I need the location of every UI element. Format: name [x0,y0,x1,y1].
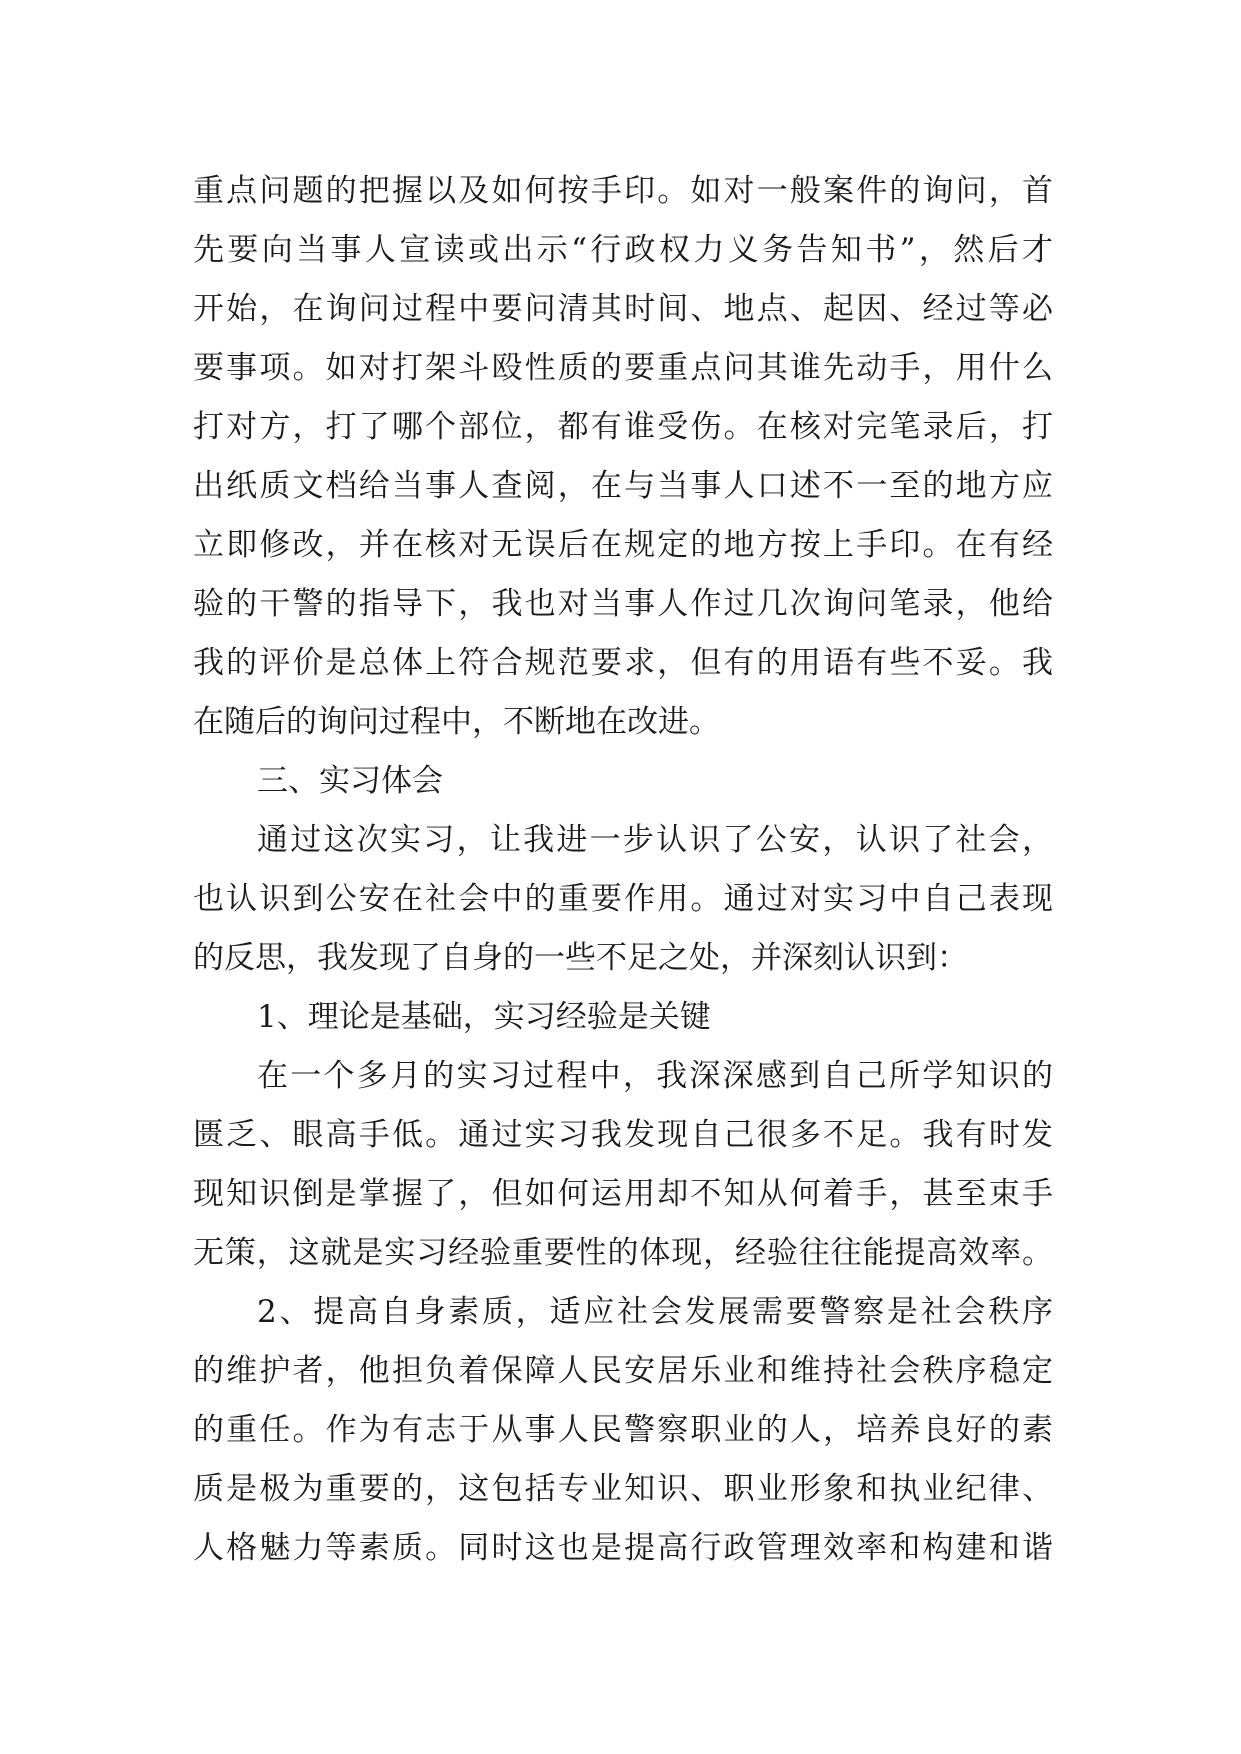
text-line: 匮乏、眼高手低。通过实习我发现自己很多不足。我有时发 [193,1117,1053,1153]
section-heading: 三、实习体会 [257,763,443,799]
text-line: 验的干警的指导下，我也对当事人作过几次询问笔录，他给 [193,586,1053,622]
text-line: 要事项。如对打架斗殴性质的要重点问其谁先动手，用什么 [193,350,1053,386]
text-line: 的重任。作为有志于从事人民警察职业的人，培养良好的素 [193,1412,1053,1448]
text-line: 重点问题的把握以及如何按手印。如对一般案件的询问，首 [193,173,1053,209]
subsection-heading: 1、理论是基础，实习经验是关键 [257,999,711,1035]
text-line: 在一个多月的实习过程中，我深深感到自己所学知识的 [257,1058,1053,1094]
text-line: 通过这次实习，让我进一步认识了公安，认识了社会， [257,822,1053,858]
text-line: 2、提高自身素质，适应社会发展需要警察是社会秩序 [257,1294,1053,1330]
text-line: 人格魅力等素质。同时这也是提高行政管理效率和构建和谐 [193,1530,1053,1566]
text-line: 的维护者，他担负着保障人民安居乐业和维持社会秩序稳定 [193,1353,1053,1389]
text-line: 在随后的询问过程中，不断地在改进。 [193,704,720,740]
text-line: 打对方，打了哪个部位，都有谁受伤。在核对完笔录后，打 [193,409,1053,445]
text-line: 出纸质文档给当事人查阅，在与当事人口述不一至的地方应 [193,468,1053,504]
text-line: 无策，这就是实习经验重要性的体现，经验往往能提高效率。 [193,1235,1053,1271]
text-line: 立即修改，并在核对无误后在规定的地方按上手印。在有经 [193,527,1053,563]
text-line: 质是极为重要的，这包括专业知识、职业形象和执业纪律、 [193,1471,1053,1507]
text-line: 先要向当事人宣读或出示“行政权力义务告知书”，然后才 [193,232,1053,268]
text-line: 现知识倒是掌握了，但如何运用却不知从何着手，甚至束手 [193,1176,1053,1212]
text-line: 开始，在询问过程中要问清其时间、地点、起因、经过等必 [193,291,1053,327]
text-line: 也认识到公安在社会中的重要作用。通过对实习中自己表现 [193,881,1053,917]
text-line: 的反思，我发现了自身的一些不足之处，并深刻认识到： [193,940,968,976]
text-line: 我的评价是总体上符合规范要求，但有的用语有些不妥。我 [193,645,1053,681]
